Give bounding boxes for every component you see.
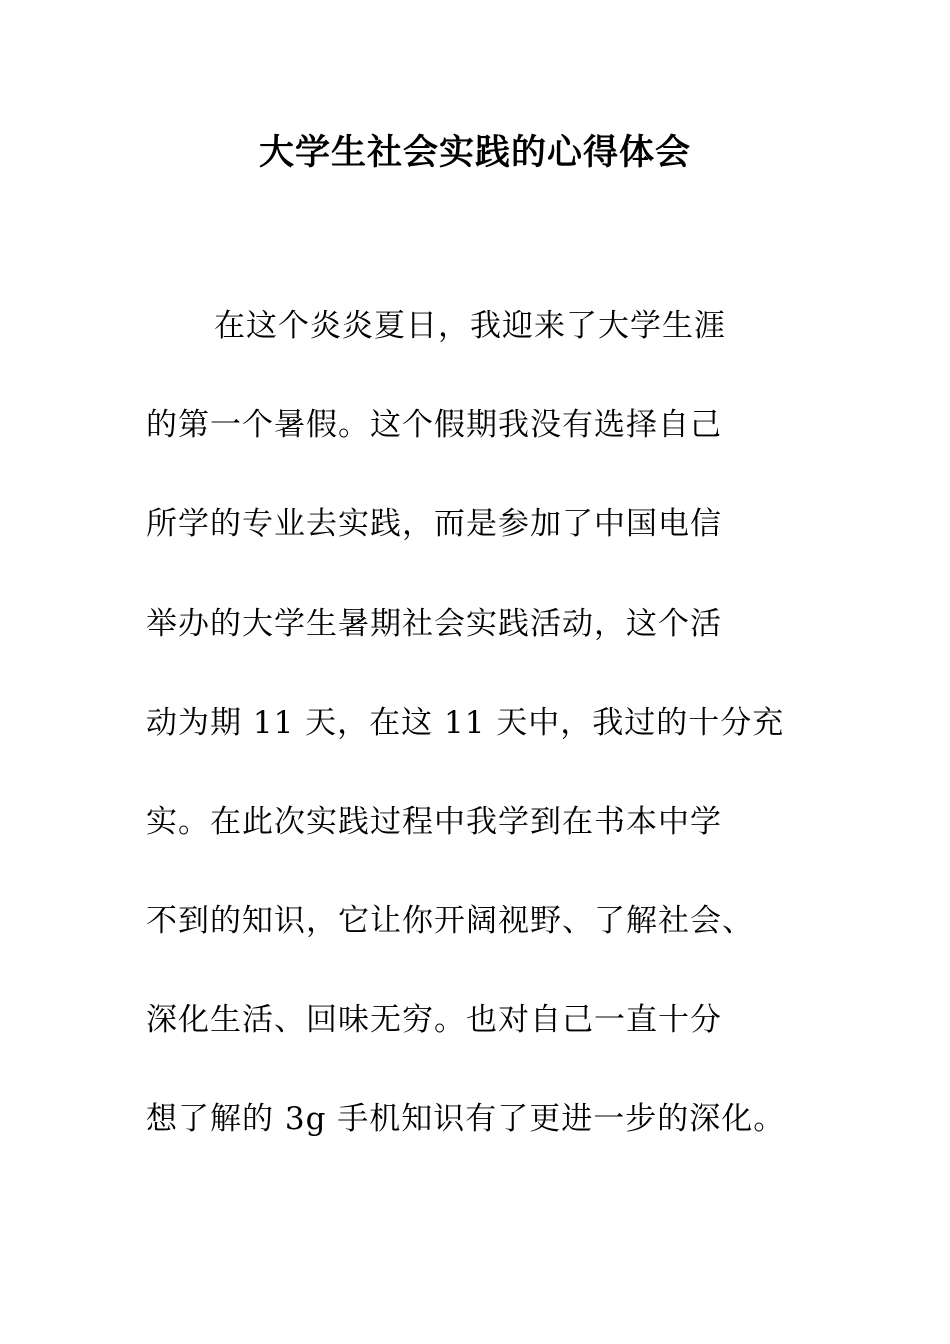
paragraph-line: 的第一个暑假。这个假期我没有选择自己	[146, 407, 722, 443]
paragraph-line: 想了解的 3g 手机知识有了更进一步的深化。	[146, 1101, 786, 1137]
paragraph-line: 不到的知识，它让你开阔视野、了解社会、	[146, 903, 754, 939]
paragraph-line: 动为期 11 天，在这 11 天中，我过的十分充	[146, 705, 785, 741]
document-title: 大学生社会实践的心得体会	[258, 133, 691, 173]
paragraph-line: 深化生活、回味无穷。也对自己一直十分	[146, 1002, 722, 1038]
paragraph-line: 举办的大学生暑期社会实践活动，这个活	[146, 606, 722, 642]
paragraph-line: 所学的专业去实践，而是参加了中国电信	[146, 506, 722, 542]
paragraph-line: 在这个炎炎夏日，我迎来了大学生涯	[214, 308, 726, 344]
paragraph-line: 实。在此次实践过程中我学到在书本中学	[146, 804, 722, 840]
